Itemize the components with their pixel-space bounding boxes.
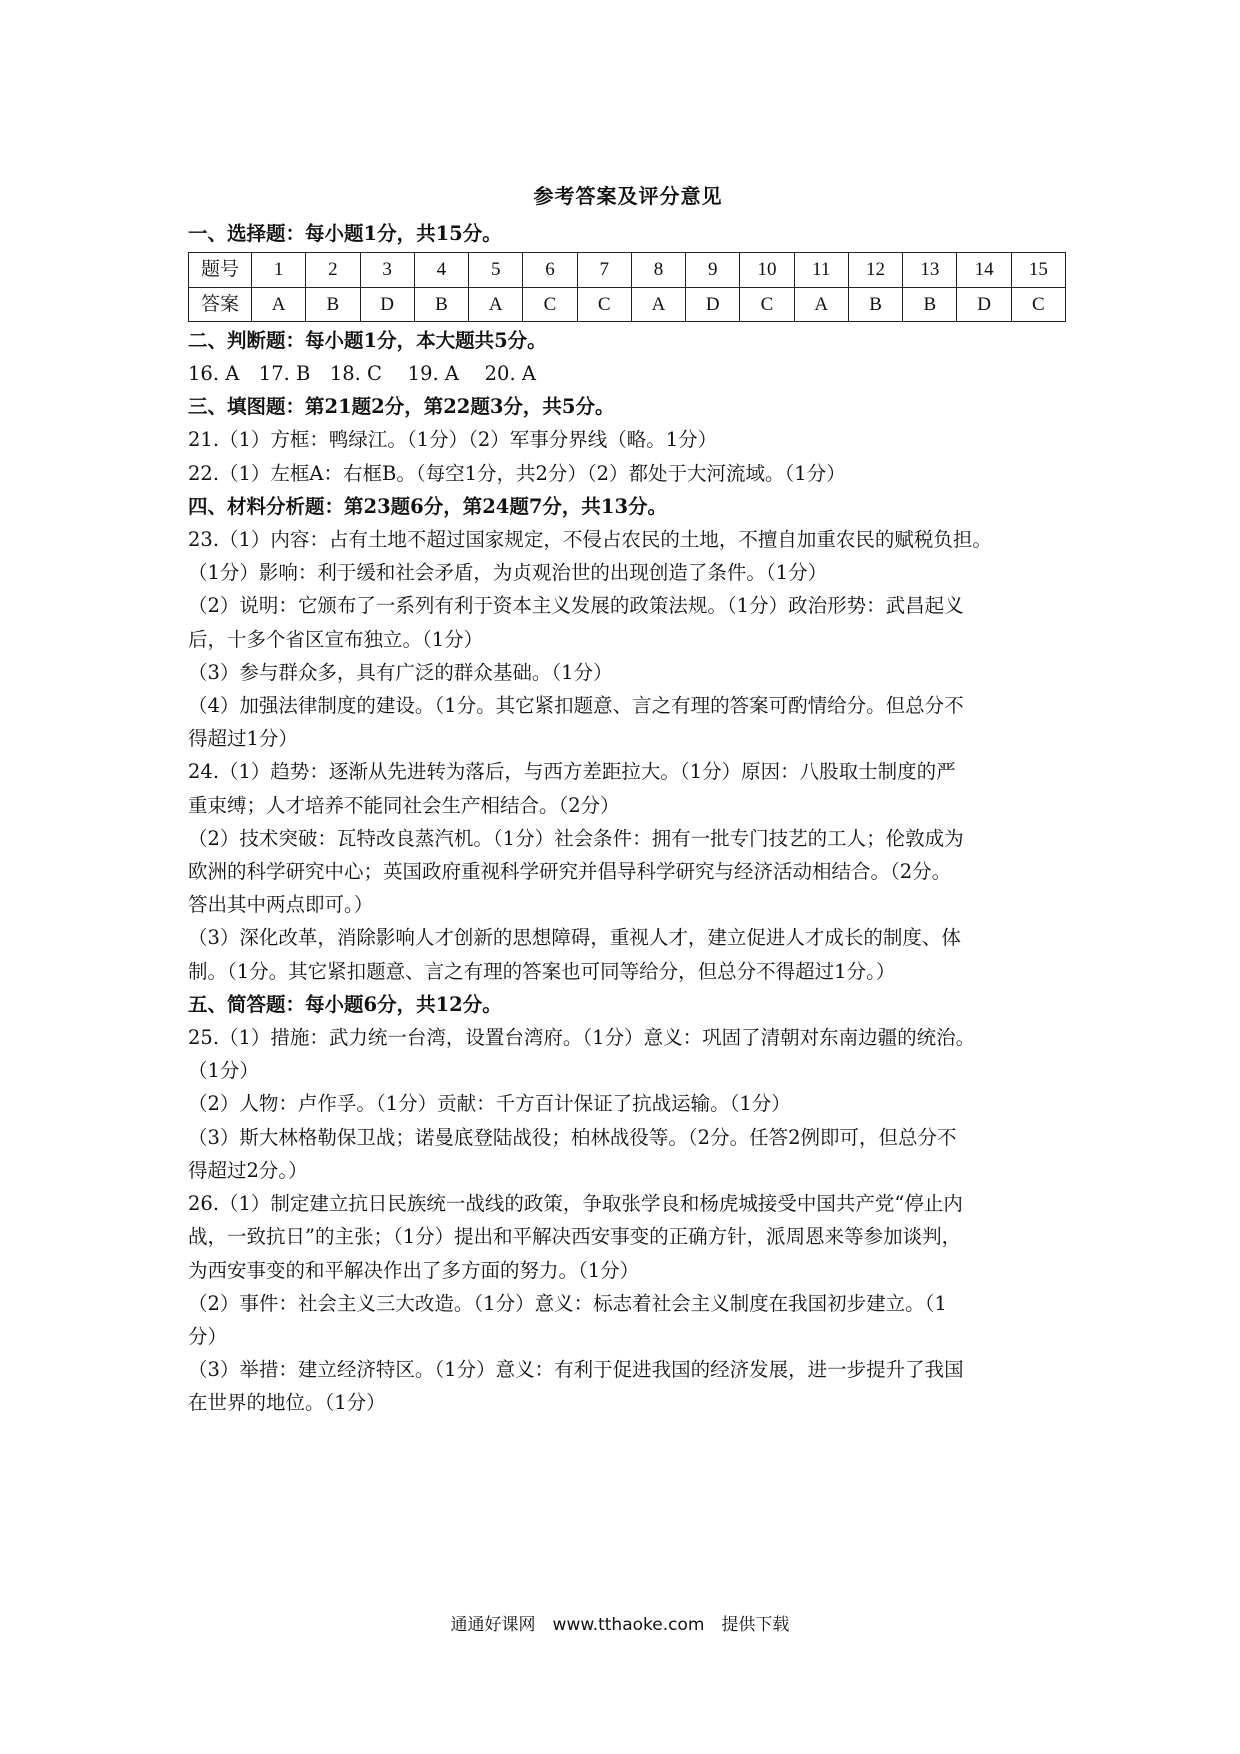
text-line: （2）事件：社会主义三大改造。（1分）意义：标志着社会主义制度在我国初步建立。（1 [188, 1291, 947, 1315]
text-line: 答出其中两点即可。） [188, 893, 374, 917]
text-line: 得超过1分） [188, 727, 298, 751]
table-cell: A [631, 287, 685, 321]
table-cell: 2 [306, 253, 360, 287]
text-line: 23.（1）内容：占有土地不超过国家规定，不侵占农民的土地，不擅自加重农民的赋税负担。 [188, 528, 992, 552]
text-line: （3）深化改革，消除影响人才创新的思想障碍，重视人才，建立促进人才成长的制度、体 [188, 926, 961, 950]
choice-answer-table [188, 252, 1066, 321]
table-cell: 9 [686, 253, 740, 287]
text-line: （2）说明：它颁布了一系列有利于资本主义发展的政策法规。（1分）政治形势：武昌起义 [188, 594, 964, 618]
table-cell: A [252, 287, 306, 321]
table-row-label: 答案 [189, 287, 252, 321]
table-cell: B [903, 287, 957, 321]
text-line: （4）加强法律制度的建设。（1分。其它紧扣题意、言之有理的答案可酌情给分。但总分不 [188, 694, 964, 718]
section-heading-1: 一、选择题：每小题1分，共15分。 [188, 222, 502, 246]
judgement-answers: 16. A 17. B 18. C 19. A 20. A [188, 362, 536, 386]
table-cell: A [794, 287, 848, 321]
text-line: 21.（1）方框：鸭绿江。（1分）（2）军事分界线（略。1分） [188, 428, 718, 452]
text-line: 欧洲的科学研究中心；英国政府重视科学研究并倡导科学研究与经济活动相结合。（2分。 [188, 860, 952, 884]
text-line: （1分）影响：利于缓和社会矛盾，为贞观治世的出现创造了条件。（1分） [188, 561, 828, 585]
text-line: 重束缚；人才培养不能同社会生产相结合。（2分） [188, 793, 620, 817]
table-cell: 13 [903, 253, 957, 287]
section-heading-2: 二、判断题：每小题1分，本大题共5分。 [188, 328, 547, 352]
table-cell: 6 [523, 253, 577, 287]
text-line: （3）斯大林格勒保卫战；诺曼底登陆战役；柏林战役等。（2分。任答2例即可，但总分不 [188, 1125, 957, 1149]
table-cell: C [577, 287, 631, 321]
table-cell: B [306, 287, 360, 321]
table-cell: B [848, 287, 902, 321]
table-cell: 10 [740, 253, 794, 287]
table-cell: 7 [577, 253, 631, 287]
table-cell: 14 [957, 253, 1011, 287]
text-line: （2）技术突破：瓦特改良蒸汽机。（1分）社会条件：拥有一批专门技艺的工人；伦敦成为 [188, 826, 964, 850]
footer-watermark: 通通好课网 www.tthaoke.com 提供下载 [450, 1615, 790, 1635]
table-cell: 15 [1011, 253, 1065, 287]
table-row-numbers [189, 253, 1066, 287]
text-line: 在世界的地位。（1分） [188, 1391, 386, 1415]
table-cell: C [523, 287, 577, 321]
table-cell: 4 [414, 253, 468, 287]
table-cell: D [360, 287, 414, 321]
section-heading-5: 五、简答题：每小题6分，共12分。 [188, 992, 502, 1016]
text-line: 得超过2分。） [188, 1158, 308, 1182]
text-line: （2）人物：卢作孚。（1分）贡献：千方百计保证了抗战运输。（1分） [188, 1092, 791, 1116]
answer-sheet [188, 180, 1068, 1420]
text-line: 24.（1）趋势：逐渐从先进转为落后，与西方差距拉大。（1分）原因：八股取士制度的严 [188, 760, 956, 784]
table-cell: D [686, 287, 740, 321]
text-line: （3）参与群众多，具有广泛的群众基础。（1分） [188, 660, 613, 684]
table-cell: 8 [631, 253, 685, 287]
table-cell: C [740, 287, 794, 321]
table-row-label: 题号 [189, 253, 252, 287]
table-cell: 12 [848, 253, 902, 287]
text-line: 22.（1）左框A：右框B。（每空1分，共2分）（2）都处于大河流域。（1分） [188, 461, 846, 485]
text-line: 分） [188, 1324, 228, 1348]
text-line: 战，一致抗日”的主张；（1分）提出和平解决西安事变的正确方针，派周恩来等参加谈判， [188, 1225, 962, 1249]
text-line: 为西安事变的和平解决作出了多方面的努力。（1分） [188, 1258, 640, 1282]
table-cell: 11 [794, 253, 848, 287]
table-cell: D [957, 287, 1011, 321]
text-line: 制。（1分。其它紧扣题意、言之有理的答案也可同等给分，但总分不得超过1分。） [188, 959, 896, 983]
table-cell: 1 [252, 253, 306, 287]
table-cell: C [1011, 287, 1065, 321]
text-line: 后，十多个省区宣布独立。（1分） [188, 627, 484, 651]
text-line: 25.（1）措施：武力统一台湾，设置台湾府。（1分）意义：巩固了清朝对东南边疆的统治。 [188, 1026, 976, 1050]
text-line: （1分） [188, 1059, 259, 1083]
table-row-answers [189, 287, 1066, 321]
text-line: （3）举措：建立经济特区。（1分）意义：有利于促进我国的经济发展，进一步提升了我国 [188, 1358, 964, 1382]
table-cell: B [414, 287, 468, 321]
page-title: 参考答案及评分意见 [533, 184, 723, 208]
section-heading-4: 四、材料分析题：第23题6分，第24题7分，共13分。 [188, 494, 668, 518]
table-cell: 5 [469, 253, 523, 287]
section-heading-3: 三、填图题：第21题2分，第22题3分，共5分。 [188, 395, 615, 419]
table-cell: A [469, 287, 523, 321]
text-line: 26.（1）制定建立抗日民族统一战线的政策，争取张学良和杨虎城接受中国共产党“停止内 [188, 1192, 963, 1216]
table-cell: 3 [360, 253, 414, 287]
